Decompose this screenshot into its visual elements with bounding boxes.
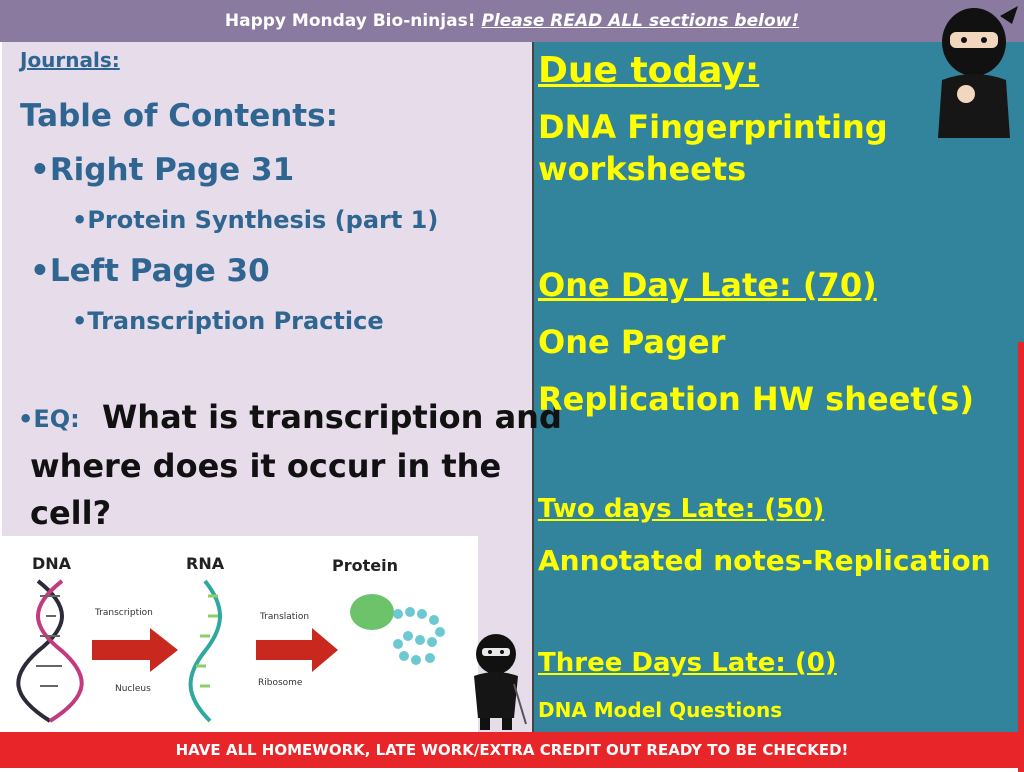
due-today-item-line2: worksheets [538, 150, 747, 188]
eq-question-line3: cell? [30, 494, 112, 532]
two-days-late-item: Annotated notes-Replication [538, 544, 991, 577]
transcription-arrow-icon [92, 628, 178, 672]
three-days-late-item: DNA Model Questions [538, 698, 783, 722]
one-day-late-heading: One Day Late: (70) [538, 266, 877, 304]
due-today-heading: Due today: [538, 50, 760, 91]
amino-chain-icon [393, 607, 445, 665]
diagram-rna-label: RNA [186, 554, 225, 573]
eq-label: •EQ: [18, 405, 80, 433]
red-edge-strip [1018, 342, 1024, 772]
diagram-translation-label: Translation [260, 612, 310, 622]
right-page-label: •Right Page 31 [30, 152, 295, 188]
header-banner [0, 0, 1024, 42]
ninja-large-icon [926, 2, 1022, 142]
footer-text: HAVE ALL HOMEWORK, LATE WORK/EXTRA CREDIT OUT READY TO BE CHECKED! [175, 741, 849, 759]
rna-strand-icon [191, 581, 220, 721]
one-day-late-item1: One Pager [538, 323, 726, 361]
diagram-art [0, 536, 478, 732]
one-day-late-item2: Replication HW sheet(s) [538, 380, 974, 418]
right-page-item: •Protein Synthesis (part 1) [72, 206, 439, 234]
due-today-item-line1: DNA Fingerprinting [538, 108, 888, 146]
left-page-item: •Transcription Practice [72, 307, 384, 335]
two-days-late-heading: Two days Late: (50) [538, 494, 825, 524]
diagram-nucleus-label: Nucleus [115, 684, 151, 694]
protein-blob-icon [350, 594, 394, 630]
dna-helix-icon [18, 581, 81, 721]
diagram-ribosome-label: Ribosome [258, 678, 303, 688]
eq-question-line2: where does it occur in the [30, 447, 502, 485]
journals-label: Journals: [20, 48, 120, 72]
translation-arrow-icon [256, 628, 338, 672]
toc-title: Table of Contents: [20, 98, 338, 134]
header-greeting: Happy Monday Bio-ninjas! [224, 11, 476, 31]
central-dogma-diagram [0, 536, 478, 732]
eq-question-line1: What is transcription and [102, 398, 562, 436]
diagram-transcription-label: Transcription [95, 608, 153, 618]
header-instruction: Please READ ALL sections below! [481, 11, 800, 31]
ninja-small-icon [460, 628, 532, 732]
diagram-dna-label: DNA [32, 554, 72, 573]
diagram-protein-label: Protein [332, 556, 398, 575]
three-days-late-heading: Three Days Late: (0) [538, 648, 837, 678]
left-page-label: •Left Page 30 [30, 253, 270, 289]
footer-banner [0, 732, 1024, 768]
